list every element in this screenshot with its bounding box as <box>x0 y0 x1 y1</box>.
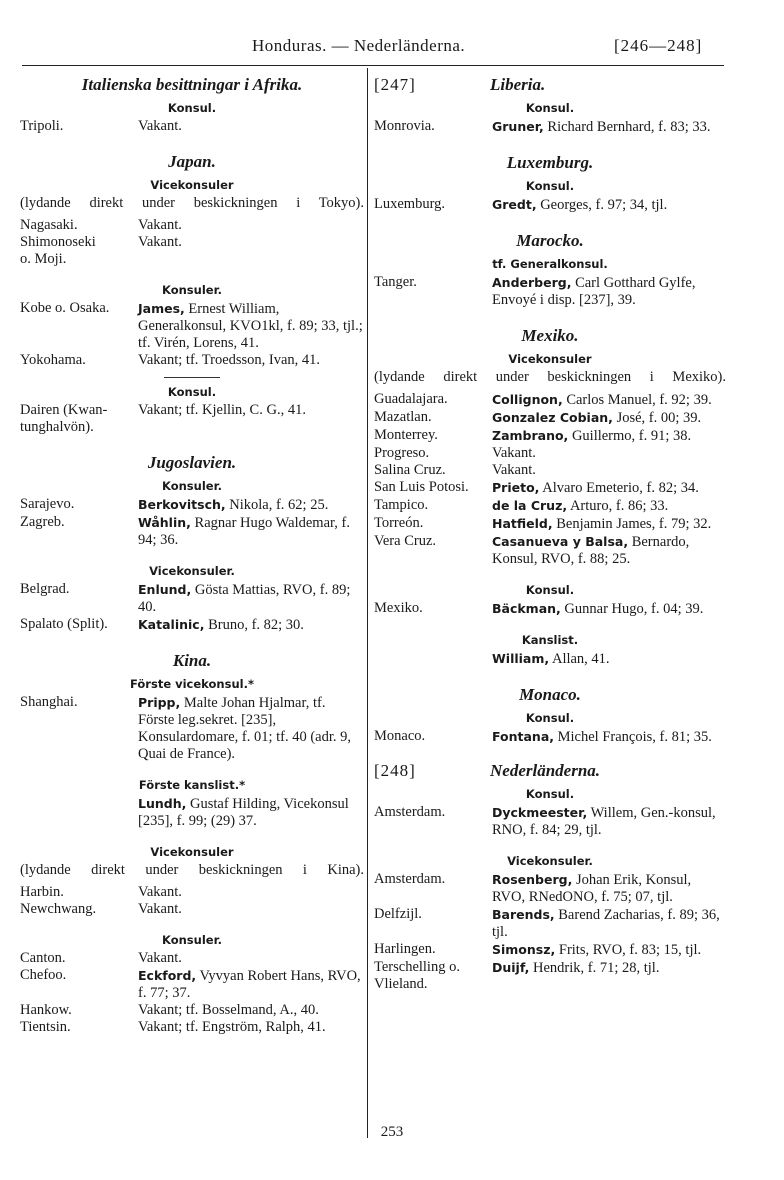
official-surname: Gonzalez Cobian, <box>492 410 613 425</box>
official-info: Gunnar Hugo, f. 04; 39. <box>564 601 704 617</box>
section <box>374 74 726 136</box>
section-number: [248] <box>374 761 416 780</box>
consulate-entry <box>374 515 726 533</box>
official-info: Vakant. <box>138 884 182 900</box>
consulate-entry <box>20 884 364 901</box>
jurisdiction-note: (lydande direkt under beskickningen i Tokyo). <box>20 195 364 211</box>
official-details <box>492 959 726 993</box>
section <box>20 74 364 135</box>
place-name: Kobe o. Osaka. <box>20 300 110 316</box>
official-surname: Collignon, <box>492 392 563 407</box>
consulate-entry <box>374 650 726 668</box>
official-info: Frits, RVO, f. 83; 15, tjl. <box>558 942 702 958</box>
section-title: Jugoslavien. <box>147 453 237 472</box>
section-number: [247] <box>374 75 416 94</box>
consulate-entry <box>20 402 364 436</box>
official-details <box>492 600 726 618</box>
consulate-entry <box>20 234 364 268</box>
consulate-entry <box>20 300 364 352</box>
consulate-entry <box>374 479 726 497</box>
official-info: Georges, f. 97; 34, tjl. <box>540 197 668 213</box>
section-title: Liberia. <box>490 75 546 94</box>
official-surname: Eckford, <box>138 968 197 983</box>
official-info: Vakant. <box>138 217 182 233</box>
role-heading: Konsul. <box>525 179 575 193</box>
section-title: Luxemburg. <box>506 153 594 172</box>
divider-rule <box>164 377 220 378</box>
official-details <box>138 795 364 830</box>
official-info: Nikola, f. 62; 25. <box>229 497 329 513</box>
official-info: Gösta Mattias, RVO, f. 89; 40. <box>138 582 351 615</box>
role-heading: Vicekonsuler <box>508 352 592 366</box>
official-info: Gustaf Hilding, Vicekonsul [235], f. 99; (29) 37. <box>138 796 349 829</box>
right-column <box>374 70 726 993</box>
place-name: San Luis Potosi. <box>374 479 469 495</box>
consulate-entry <box>374 445 726 462</box>
consulate-entry <box>374 959 726 993</box>
official-details <box>492 196 726 214</box>
official-info: Vakant. <box>492 462 536 478</box>
official-surname: Berkovitsch, <box>138 497 226 512</box>
official-surname: Katalinic, <box>138 617 205 632</box>
spacer <box>20 830 364 840</box>
official-surname: Dyckmeester, <box>492 805 588 820</box>
place-name: Canton. <box>20 950 66 966</box>
official-surname: Anderberg, <box>492 275 572 290</box>
role-heading: Konsuler. <box>162 933 222 947</box>
role-heading: Konsul. <box>525 787 575 801</box>
official-info: Vakant; tf. Kjellin, C. G., 41. <box>138 402 306 418</box>
official-info: Vakant. <box>138 118 182 134</box>
place-name: Delfzijl. <box>374 906 422 922</box>
place-name: Chefoo. <box>20 967 67 983</box>
official-details <box>138 402 364 436</box>
official-surname: Hatfield, <box>492 516 553 531</box>
place-name: Harlingen. <box>374 941 436 957</box>
place-name: Guadalajara. <box>374 391 448 407</box>
official-info: Bruno, f. 82; 30. <box>208 617 304 633</box>
official-details <box>138 514 364 549</box>
place-name <box>20 795 138 830</box>
spacer <box>374 618 726 628</box>
consulate-entry <box>20 352 364 369</box>
place-name: Salina Cruz. <box>374 462 446 478</box>
official-info: Vakant. <box>138 234 182 250</box>
place-name: Amsterdam. <box>374 804 446 820</box>
official-details <box>492 409 726 427</box>
official-info: Vakant. <box>138 901 182 917</box>
column-divider <box>367 68 368 1138</box>
consulate-entry <box>20 901 364 918</box>
consulate-entry <box>374 871 726 906</box>
role-heading: Konsul. <box>525 583 575 597</box>
place-name <box>374 650 492 668</box>
official-info: Malte Johan Hjalmar, tf. Förste leg.sekret. [235], Konsulardomare, f. 01; tf. 40 (adr. 9, Quai de France). <box>138 695 352 762</box>
section-title: Nederländerna. <box>490 761 601 780</box>
official-details <box>138 950 364 967</box>
official-details <box>138 967 364 1002</box>
section-title: Italienska besittningar i Afrika. <box>81 75 303 94</box>
official-details <box>138 1002 364 1019</box>
official-details <box>492 274 726 309</box>
consulate-entry <box>20 1019 364 1036</box>
place-name: Hankow. <box>20 1002 72 1018</box>
section <box>374 684 726 746</box>
official-details <box>492 118 726 136</box>
section <box>374 152 726 214</box>
place-name: Nagasaki. <box>20 217 78 233</box>
official-details <box>138 616 364 634</box>
place-name: Torreón. <box>374 515 424 531</box>
role-heading: Konsul. <box>167 101 217 115</box>
section-title: Japan. <box>168 152 216 171</box>
place-name: Shanghai. <box>20 694 78 710</box>
official-info: Carlos Manuel, f. 92; 39. <box>566 392 712 408</box>
official-info: Allan, 41. <box>551 651 610 667</box>
consulate-entry <box>20 581 364 616</box>
official-surname: Zambrano, <box>492 428 569 443</box>
place-name: Monrovia. <box>374 118 435 134</box>
section <box>20 452 364 634</box>
place-name: Tanger. <box>374 274 417 290</box>
place-name: Tampico. <box>374 497 429 513</box>
official-surname: Rosenberg, <box>492 872 573 887</box>
official-surname: James, <box>138 301 185 316</box>
official-surname: Prieto, <box>492 480 540 495</box>
official-details <box>138 901 364 918</box>
official-info: Carl Gotthard Gylfe, Envoyé i disp. [237], 39. <box>492 275 696 308</box>
consulate-entry <box>20 118 364 135</box>
role-heading: Konsul. <box>167 385 217 399</box>
role-heading: Konsul. <box>525 101 575 115</box>
official-info: Vakant; tf. Engström, Ralph, 41. <box>138 1019 326 1035</box>
place-name: Zagreb. <box>20 514 65 530</box>
consulate-entry <box>20 616 364 634</box>
official-surname: Wåhlin, <box>138 515 191 530</box>
place-name: Vera Cruz. <box>374 533 437 549</box>
running-title: Honduras. — Nederländerna. <box>252 36 466 55</box>
official-info: Vyvyan Robert Hans, RVO, f. 77; 37. <box>138 968 361 1001</box>
official-details <box>492 728 726 746</box>
consulate-entry <box>20 514 364 549</box>
section-title: Marocko. <box>516 231 584 250</box>
consulate-entry <box>20 967 364 1002</box>
role-heading: Förste vicekonsul.* <box>130 677 254 691</box>
official-surname: Lundh, <box>138 796 187 811</box>
role-heading: Vicekonsuler. <box>507 854 593 868</box>
place-name: Spalato (Split). <box>20 616 108 632</box>
consulate-entry <box>374 462 726 479</box>
jurisdiction-note: (lydande direkt under beskickningen i Kina). <box>20 862 364 878</box>
consulate-entry <box>374 600 726 618</box>
consulate-entry <box>374 274 726 309</box>
official-info: Guillermo, f. 91; 38. <box>571 428 692 444</box>
consulate-entry <box>374 497 726 515</box>
spacer <box>374 839 726 849</box>
official-details <box>492 906 726 941</box>
consulate-entry <box>374 804 726 839</box>
place-name: Monterrey. <box>374 427 438 443</box>
official-info: Michel François, f. 81; 35. <box>557 729 712 745</box>
official-details <box>138 118 364 135</box>
place-name: Mazatlan. <box>374 409 432 425</box>
consulate-entry <box>374 906 726 941</box>
section-title-row <box>374 74 726 96</box>
consulate-entry <box>20 950 364 967</box>
official-surname: Fontana, <box>492 729 555 744</box>
official-info: Ragnar Hugo Waldemar, f. 94; 36. <box>138 515 350 548</box>
left-column <box>20 70 364 1036</box>
role-heading: Konsuler. <box>162 479 222 493</box>
place-name: Luxemburg. <box>374 196 446 212</box>
section-title-row <box>374 760 726 782</box>
consulate-entry <box>374 118 726 136</box>
official-surname: William, <box>492 651 550 666</box>
jurisdiction-note: (lydande direkt under beskickningen i Mexiko). <box>374 369 726 385</box>
official-info: Willem, Gen.-konsul, RNO, f. 84; 29, tjl. <box>492 805 716 838</box>
official-details <box>492 941 726 959</box>
official-details <box>138 496 364 514</box>
consulate-entry <box>374 427 726 445</box>
place-name: Yokohama. <box>20 352 86 368</box>
official-info: Barend Zacharias, f. 89; 36, tjl. <box>492 907 720 940</box>
official-info: Arturo, f. 86; 33. <box>569 498 669 514</box>
role-heading: Konsuler. <box>162 283 222 297</box>
role-heading: tf. Generalkonsul. <box>492 257 608 271</box>
section <box>374 230 726 309</box>
official-info: Richard Bernhard, f. 83; 33. <box>547 119 711 135</box>
place-name: Shimonoseki o. Moji. <box>20 234 96 267</box>
role-heading: Förste kanslist.* <box>138 778 246 792</box>
place-name: Tientsin. <box>20 1019 71 1035</box>
spacer <box>20 268 364 278</box>
place-name: Monaco. <box>374 728 426 744</box>
official-details <box>138 694 364 763</box>
official-info: Vakant. <box>138 950 182 966</box>
page-range: [246—248] <box>614 36 703 55</box>
official-details <box>492 445 726 462</box>
role-heading: Konsul. <box>525 711 575 725</box>
role-heading: Vicekonsuler <box>150 845 234 859</box>
section-title: Monaco. <box>519 685 581 704</box>
section <box>374 325 726 668</box>
spacer <box>20 549 364 559</box>
place-name: Amsterdam. <box>374 871 446 887</box>
official-details <box>492 804 726 839</box>
official-surname: Gruner, <box>492 119 544 134</box>
official-surname: Simonsz, <box>492 942 556 957</box>
place-name: Progreso. <box>374 445 430 461</box>
official-info: Alvaro Emeterio, f. 82; 34. <box>542 480 699 496</box>
official-details <box>492 533 726 568</box>
official-details <box>492 650 726 668</box>
place-name: Newchwang. <box>20 901 97 917</box>
official-surname: Barends, <box>492 907 555 922</box>
official-info: Vakant. <box>492 445 536 461</box>
consulate-entry <box>374 728 726 746</box>
role-heading: Kanslist. <box>521 633 579 647</box>
official-details <box>492 515 726 533</box>
official-info: Vakant; tf. Troedsson, Ivan, 41. <box>138 352 321 368</box>
place-name: Belgrad. <box>20 581 70 597</box>
section-title: Kina. <box>172 651 212 670</box>
official-details <box>138 352 364 369</box>
official-details <box>138 581 364 616</box>
section <box>20 151 364 436</box>
official-details <box>138 217 364 234</box>
consulate-entry <box>20 795 364 830</box>
official-info: Vakant; tf. Bosselmand, A., 40. <box>138 1002 319 1018</box>
official-details <box>492 391 726 409</box>
official-surname: Enlund, <box>138 582 192 597</box>
place-name: Mexiko. <box>374 600 423 616</box>
official-surname: de la Cruz, <box>492 498 568 513</box>
consulate-entry <box>374 533 726 568</box>
official-info: Ernest William, Generalkonsul, KVO1kl, f. 89; 33, tjl.; tf. Virén, Lorens, 41. <box>138 301 363 351</box>
spacer <box>374 568 726 578</box>
official-details <box>138 234 364 268</box>
consulate-entry <box>20 217 364 234</box>
official-surname: Gredt, <box>492 197 537 212</box>
place-name: Sarajevo. <box>20 496 75 512</box>
consulate-entry <box>374 409 726 427</box>
place-name: Terschelling o. Vlieland. <box>374 959 460 992</box>
official-info: José, f. 00; 39. <box>616 410 702 426</box>
official-details <box>138 300 364 352</box>
official-details <box>138 884 364 901</box>
official-details <box>492 427 726 445</box>
role-heading: Vicekonsuler. <box>149 564 235 578</box>
consulate-entry <box>20 694 364 763</box>
official-surname: Casanueva y Balsa, <box>492 534 629 549</box>
consulate-entry <box>20 1002 364 1019</box>
consulate-entry <box>20 496 364 514</box>
official-details <box>492 497 726 515</box>
section <box>20 650 364 1036</box>
official-surname: Bäckman, <box>492 601 561 616</box>
section-title: Mexiko. <box>521 326 579 345</box>
page-number: 253 <box>380 1124 404 1140</box>
official-info: Hendrik, f. 71; 28, tjl. <box>532 960 660 976</box>
header-rule <box>22 65 724 66</box>
official-surname: Duijf, <box>492 960 530 975</box>
official-details <box>138 1019 364 1036</box>
official-info: Benjamin James, f. 79; 32. <box>556 516 712 532</box>
consulate-entry <box>374 196 726 214</box>
official-details <box>492 462 726 479</box>
official-surname: Pripp, <box>138 695 181 710</box>
official-details <box>492 871 726 906</box>
official-info: Johan Erik, Konsul, RVO, RNedONO, f. 75; 07, tjl. <box>492 872 692 905</box>
place-name: Tripoli. <box>20 118 64 134</box>
role-heading: Vicekonsuler <box>150 178 234 192</box>
consulate-entry <box>374 391 726 409</box>
place-name: Harbin. <box>20 884 64 900</box>
consulate-entry <box>374 941 726 959</box>
official-details <box>492 479 726 497</box>
spacer <box>20 918 364 928</box>
official-info: Bernardo, Konsul, RVO, f. 88; 25. <box>492 534 690 567</box>
spacer <box>20 763 364 773</box>
section <box>374 760 726 993</box>
place-name: Dairen (Kwan- tunghalvön). <box>20 402 108 435</box>
